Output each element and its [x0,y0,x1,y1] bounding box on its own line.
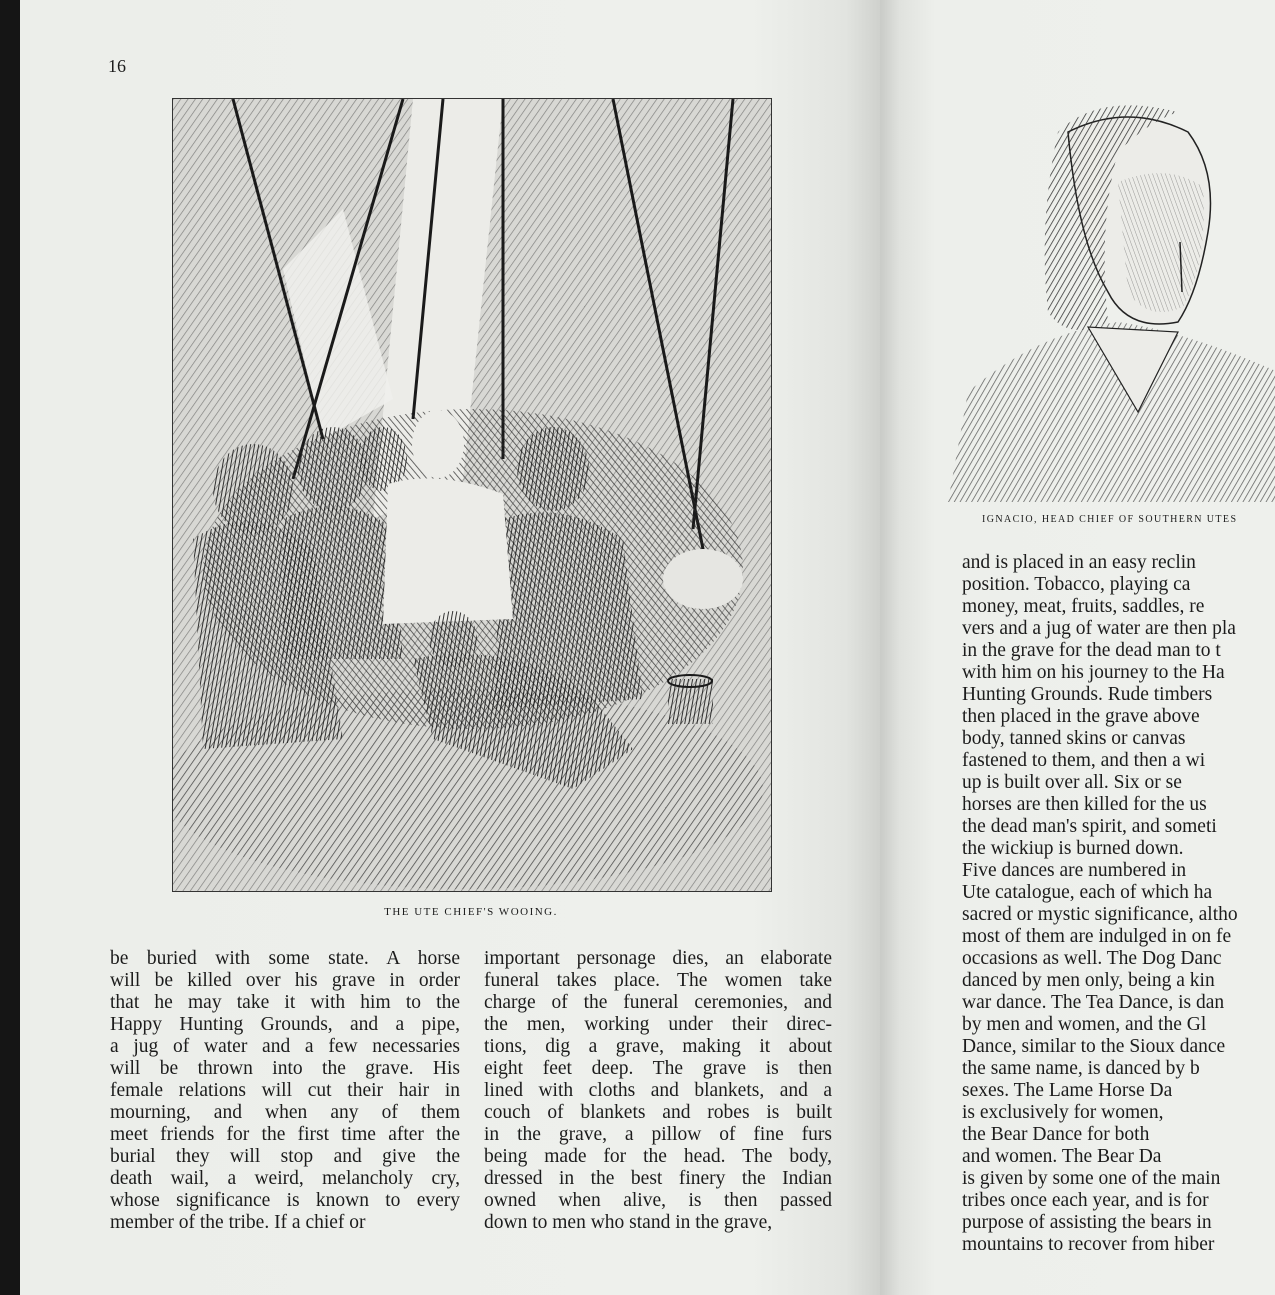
text-line: death wail, a weird, melancholy cry, [110,1168,460,1189]
text-line: whose significance is known to every [110,1190,460,1211]
page-number: 16 [108,56,126,76]
text-line: war dance. The Tea Dance, is dan [962,992,1225,1013]
text-line: meet friends for the first time after the [110,1124,460,1145]
text-line: tions, dig a grave, making it about [484,1036,832,1057]
text-line: a jug of water and a few necessaries [110,1036,460,1057]
text-line: in the grave, a pillow of fine furs [484,1124,832,1145]
right-page [880,0,1275,1295]
text-line: be buried with some state. A horse [110,948,460,969]
text-line: the same name, is danced by b [962,1058,1200,1079]
text-line: most of them are indulged in on fe [962,926,1232,947]
text-line: mountains to recover from hiber [962,1234,1215,1255]
text-line: the dead man's spirit, and someti [962,816,1217,837]
text-line: sacred or mystic significance, altho [962,904,1238,925]
text-line: that he may take it with him to the [110,992,460,1013]
text-line: Ute catalogue, each of which ha [962,882,1213,903]
text-line: danced by men only, being a kin [962,970,1215,991]
text-line: with him on his journey to the Ha [962,662,1225,683]
text-line: the wickiup is burned down. [962,838,1184,859]
text-line: in the grave for the dead man to t [962,640,1221,661]
text-line: and women. The Bear Da [962,1146,1162,1167]
text-line: up is built over all. Six or se [962,772,1182,793]
text-line: dressed in the best finery the Indian [484,1168,832,1189]
text-line: sexes. The Lame Horse Da [962,1080,1173,1101]
text-line: the Bear Dance for both [962,1124,1150,1145]
text-line: couch of blankets and robes is built [484,1102,832,1123]
text-line: burial they will stop and give the [110,1146,460,1167]
book-edge [0,0,20,1295]
text-line: is given by some one of the main [962,1168,1221,1189]
ute-chief-wooing-illustration [172,98,772,892]
portrait-caption: IGNACIO, HEAD CHIEF OF SOUTHERN UTES [982,514,1238,525]
text-line: being made for the head. The body, [484,1146,832,1167]
text-column-2 [484,948,832,1234]
text-line: Dance, similar to the Sioux dance [962,1036,1226,1057]
text-line: will be thrown into the grave. His [110,1058,460,1079]
text-line: the men, working under their direc- [484,1014,832,1035]
text-line: will be killed over his grave in order [110,970,460,991]
text-line: is exclusively for women, [962,1102,1164,1123]
text-line: owned when alive, is then passed [484,1190,832,1211]
illustration-caption: THE UTE CHIEF'S WOOING. [384,906,558,918]
text-line: female relations will cut their hair in [110,1080,460,1101]
text-line: occasions as well. The Dog Danc [962,948,1222,969]
ignacio-portrait-illustration [948,92,1275,502]
text-line: money, meat, fruits, saddles, re [962,596,1205,617]
text-line: important personage dies, an elaborate [484,948,832,969]
text-line: fastened to them, and then a wi [962,750,1206,771]
text-line: vers and a jug of water are then pla [962,618,1236,639]
text-line: position. Tobacco, playing ca [962,574,1191,595]
text-line: then placed in the grave above [962,706,1200,727]
text-line: Happy Hunting Grounds, and a pipe, [110,1014,460,1035]
engraving-portrait-icon [948,92,1275,502]
text-line: eight feet deep. The grave is then [484,1058,832,1079]
text-line: funeral takes place. The women take [484,970,832,991]
text-line: purpose of assisting the bears in [962,1212,1212,1233]
text-line: mourning, and when any of them [110,1102,460,1123]
text-line: tribes once each year, and is for [962,1190,1209,1211]
text-column-3 [962,552,1275,1256]
text-line: Five dances are numbered in [962,860,1187,881]
text-line: down to men who stand in the grave, [484,1212,773,1233]
text-line: body, tanned skins or canvas [962,728,1186,749]
text-line: lined with cloths and blankets, and a [484,1080,832,1101]
engraving-tipi-icon [173,99,771,891]
text-line: charge of the funeral ceremonies, and [484,992,832,1013]
text-line: member of the tribe. If a chief or [110,1212,366,1233]
left-page [20,0,880,1295]
text-line: horses are then killed for the us [962,794,1207,815]
text-line: and is placed in an easy reclin [962,552,1196,573]
text-line: by men and women, and the Gl [962,1014,1207,1035]
text-column-1 [110,948,460,1234]
text-line: Hunting Grounds. Rude timbers [962,684,1213,705]
